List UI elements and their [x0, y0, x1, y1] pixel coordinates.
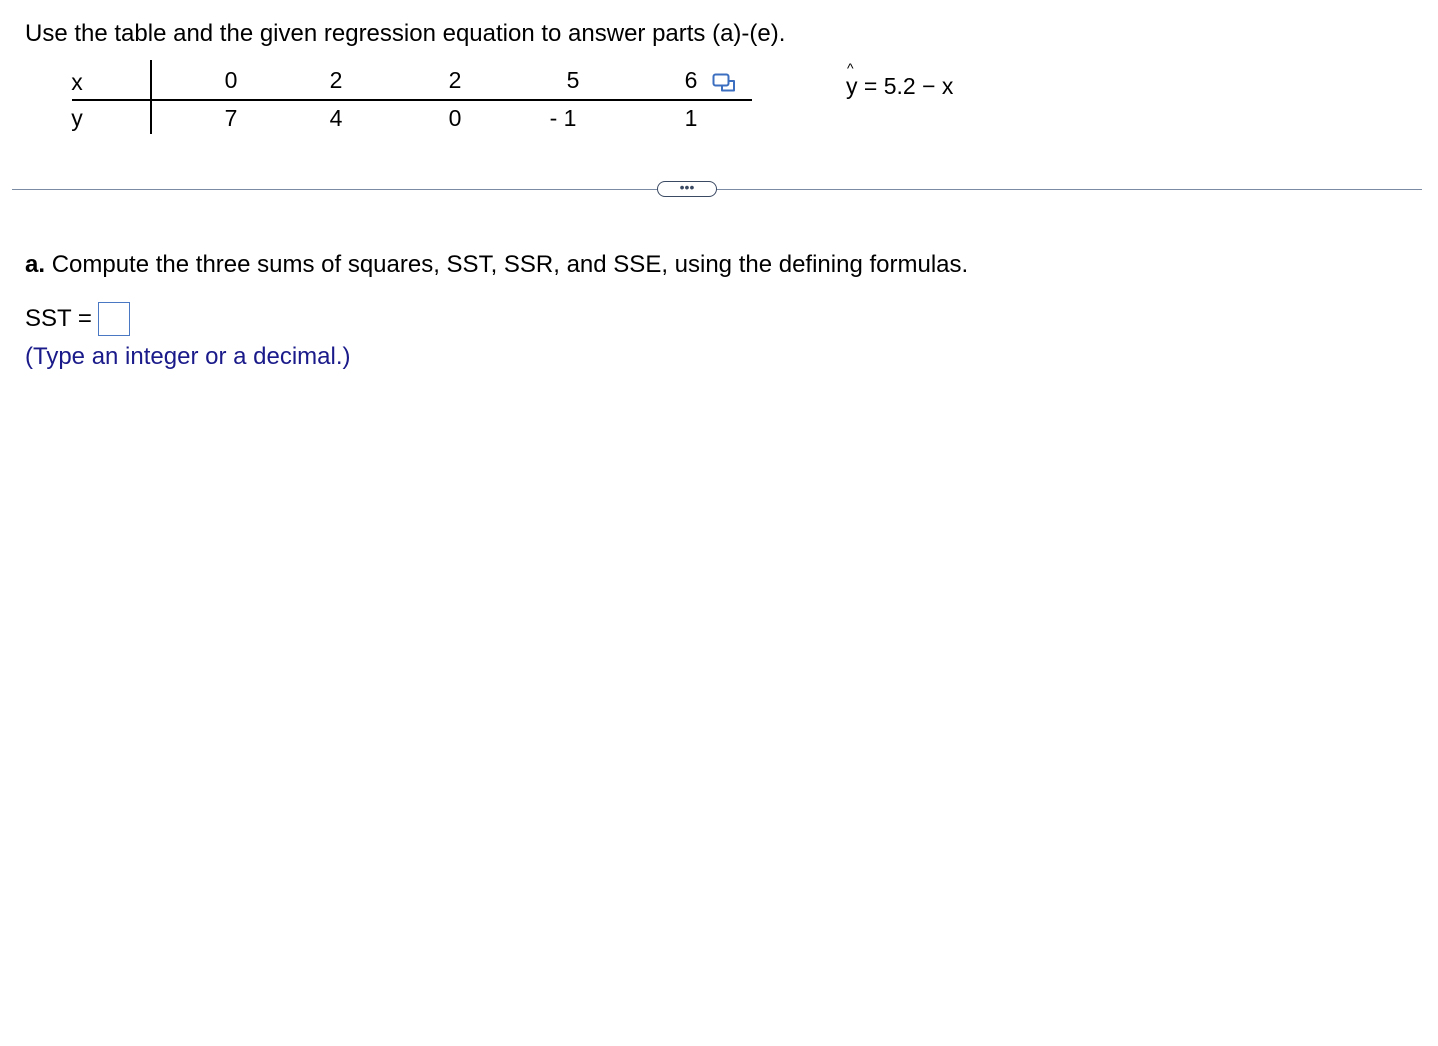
sst-input[interactable] [98, 302, 130, 336]
x-value-cell: 2 [329, 67, 343, 93]
equation-rhs: = 5.2 − x [863, 73, 954, 99]
hat-accent: ^ [847, 60, 854, 76]
copy-table-icon[interactable] [712, 73, 736, 93]
y-value-cell: 1 [684, 105, 698, 131]
instructions-text: Use the table and the given regression equation to answer parts (a)-(e). [25, 20, 786, 47]
answer-format-hint: (Type an integer or a decimal.) [25, 343, 351, 370]
data-table [50, 60, 702, 134]
y-value-cell: 0 [448, 105, 462, 131]
table-header-divider [72, 99, 752, 101]
y-hat-symbol: ^ y [846, 62, 858, 100]
y-value-cell: 7 [224, 105, 238, 131]
regression-equation [846, 62, 953, 100]
row-label-y: y [71, 105, 83, 131]
part-a-question-text: Compute the three sums of squares, SST, SSR, and SSE, using the defining formulas. [51, 251, 969, 278]
sst-answer-row [25, 301, 130, 337]
row-label-x: x [71, 69, 83, 95]
x-value-cell: 5 [566, 67, 580, 93]
x-value-cell: 0 [224, 67, 238, 93]
y-value-cell: 4 [329, 105, 343, 131]
part-a-question [25, 250, 968, 280]
x-value-cell: 2 [448, 67, 462, 93]
part-a-label: a. [25, 251, 46, 278]
y-value-cell: - 1 [549, 105, 577, 131]
table-row-label-divider [150, 60, 152, 134]
more-button[interactable]: ••• [657, 181, 717, 197]
sst-label: SST = [25, 305, 92, 332]
x-value-cell: 6 [684, 67, 698, 93]
section-divider [12, 189, 1422, 190]
